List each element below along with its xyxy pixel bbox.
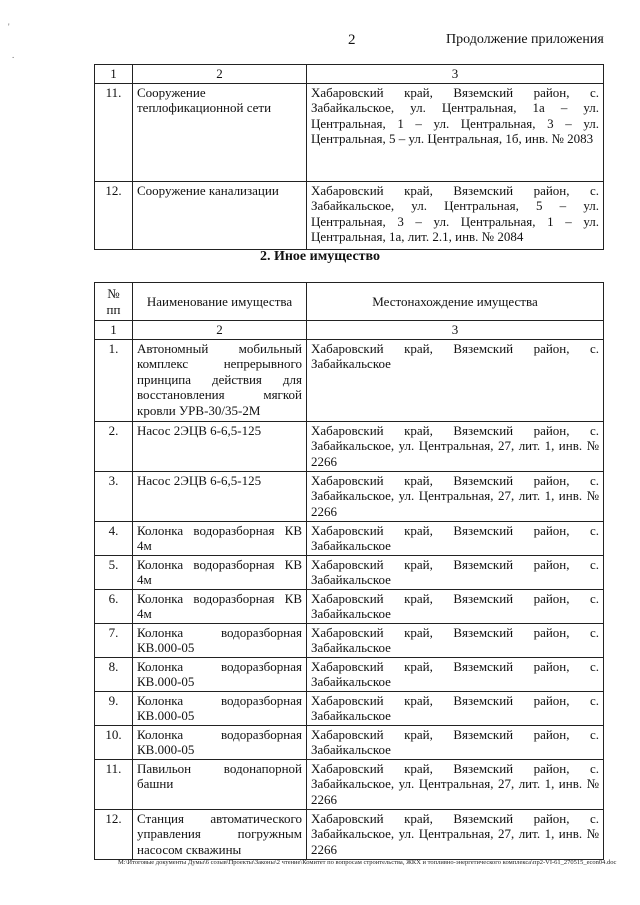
table-row <box>95 521 604 555</box>
table-row <box>95 691 604 725</box>
row-number: 11. <box>95 759 133 809</box>
property-name: Сооружение канализации <box>133 181 307 249</box>
table-row <box>95 589 604 623</box>
table-row <box>95 339 604 421</box>
property-location: Хабаровский край, Вяземский район, с. Забайкальское <box>307 339 604 421</box>
property-location: Хабаровский край, Вяземский район, с. Забайкальское, ул. Центральная, 27, лит. 1, инв. № 2266 <box>307 471 604 521</box>
other-property-table <box>94 282 604 860</box>
section-title: 2. Иное имущество <box>259 249 381 264</box>
property-location: Хабаровский край, Вяземский район, с. Забайкальское <box>307 725 604 759</box>
colnum-cell: 3 <box>307 321 604 340</box>
header-name: Наименование имущества <box>133 283 307 321</box>
row-number: 11. <box>95 83 133 181</box>
colnum-cell: 1 <box>95 321 133 340</box>
table-row <box>95 657 604 691</box>
property-table-continued <box>94 64 604 250</box>
property-name: Насос 2ЭЦВ 6-6,5-125 <box>133 471 307 521</box>
property-name: Колонка водоразборная КВ.000-05 <box>133 725 307 759</box>
continuation-label: Продолжение приложения <box>446 32 604 47</box>
property-location: Хабаровский край, Вяземский район, с. Забайкальское, ул. Центральная, 27, лит. 1, инв. № 2266 <box>307 421 604 471</box>
property-name: Павильон водонапорной башни <box>133 759 307 809</box>
colnum-cell: 1 <box>95 65 133 84</box>
row-number: 3. <box>95 471 133 521</box>
table-row <box>95 809 604 859</box>
header-row <box>95 283 604 321</box>
property-name: Колонка водоразборная КВ.000-05 <box>133 623 307 657</box>
colnum-cell: 2 <box>133 321 307 340</box>
row-number: 9. <box>95 691 133 725</box>
table-row <box>95 181 604 249</box>
row-number: 7. <box>95 623 133 657</box>
property-location: Хабаровский край, Вяземский район, с. Забайкальское <box>307 657 604 691</box>
property-name: Насос 2ЭЦВ 6-6,5-125 <box>133 421 307 471</box>
property-name: Колонка водоразборная КВ.000-05 <box>133 691 307 725</box>
row-number: 12. <box>95 809 133 859</box>
scan-mark: . <box>12 50 15 60</box>
table-row <box>95 623 604 657</box>
property-location: Хабаровский край, Вяземский район, с. Забайкальское, ул. Центральная, 5 – ул. Центральная, 3 – ул. Центральная, 1 – ул. Центральная, 1а, лит. 2.1, инв. № 2084 <box>307 181 604 249</box>
table-row <box>95 471 604 521</box>
column-number-row <box>95 321 604 340</box>
property-location: Хабаровский край, Вяземский район, с. Забайкальское <box>307 691 604 725</box>
property-location: Хабаровский край, Вяземский район, с. Забайкальское <box>307 589 604 623</box>
header-num: № пп <box>95 283 133 321</box>
row-number: 5. <box>95 555 133 589</box>
property-name: Колонка водоразборная КВ 4м <box>133 589 307 623</box>
property-name: Колонка водоразборная КВ 4м <box>133 521 307 555</box>
property-location: Хабаровский край, Вяземский район, с. Забайкальское <box>307 555 604 589</box>
column-number-row <box>95 65 604 84</box>
table-row <box>95 83 604 181</box>
colnum-cell: 3 <box>307 65 604 84</box>
property-name: Автономный мобильный комплекс непрерывного принципа действия для восстановления мягкой кровли УРВ-30/35-2М <box>133 339 307 421</box>
row-number: 12. <box>95 181 133 249</box>
scan-mark: ' <box>8 22 10 32</box>
table-row <box>95 759 604 809</box>
property-location: Хабаровский край, Вяземский район, с. Забайкальское, ул. Центральная, 27, лит. 1, инв. № 2266 <box>307 759 604 809</box>
table-row <box>95 725 604 759</box>
row-number: 2. <box>95 421 133 471</box>
property-location: Хабаровский край, Вяземский район, с. Забайкальское <box>307 623 604 657</box>
row-number: 10. <box>95 725 133 759</box>
row-number: 6. <box>95 589 133 623</box>
property-location: Хабаровский край, Вяземский район, с. Забайкальское <box>307 521 604 555</box>
row-number: 8. <box>95 657 133 691</box>
property-location: Хабаровский край, Вяземский район, с. Забайкальское, ул. Центральная, 1а – ул. Центральная, 1 – ул. Центральная, 3 – ул. Центральная, 5 – ул. Центральная, 1б, инв. № 2083 <box>307 83 604 181</box>
page-number: 2 <box>348 32 356 48</box>
colnum-cell: 2 <box>133 65 307 84</box>
row-number: 1. <box>95 339 133 421</box>
property-name: Колонка водоразборная КВ 4м <box>133 555 307 589</box>
header-location: Местонахождение имущества <box>307 283 604 321</box>
table-row <box>95 555 604 589</box>
row-number: 4. <box>95 521 133 555</box>
table-row <box>95 421 604 471</box>
property-location: Хабаровский край, Вяземский район, с. Забайкальское, ул. Центральная, 27, лит. 1, инв. № 2266 <box>307 809 604 859</box>
property-name: Колонка водоразборная КВ.000-05 <box>133 657 307 691</box>
property-name: Сооружение теплофикационной сети <box>133 83 307 181</box>
file-path-footer: М:\Итоговые документы Думы\6 созыв\Проекты\Законы\2 чтение\Комитет по вопросам строительства, ЖКХ и топливно-энергетического комплекса\пр2-VI-61_270515_econ04.doc <box>118 859 617 866</box>
property-name: Станция автоматического управления погружным насосом скважины <box>133 809 307 859</box>
